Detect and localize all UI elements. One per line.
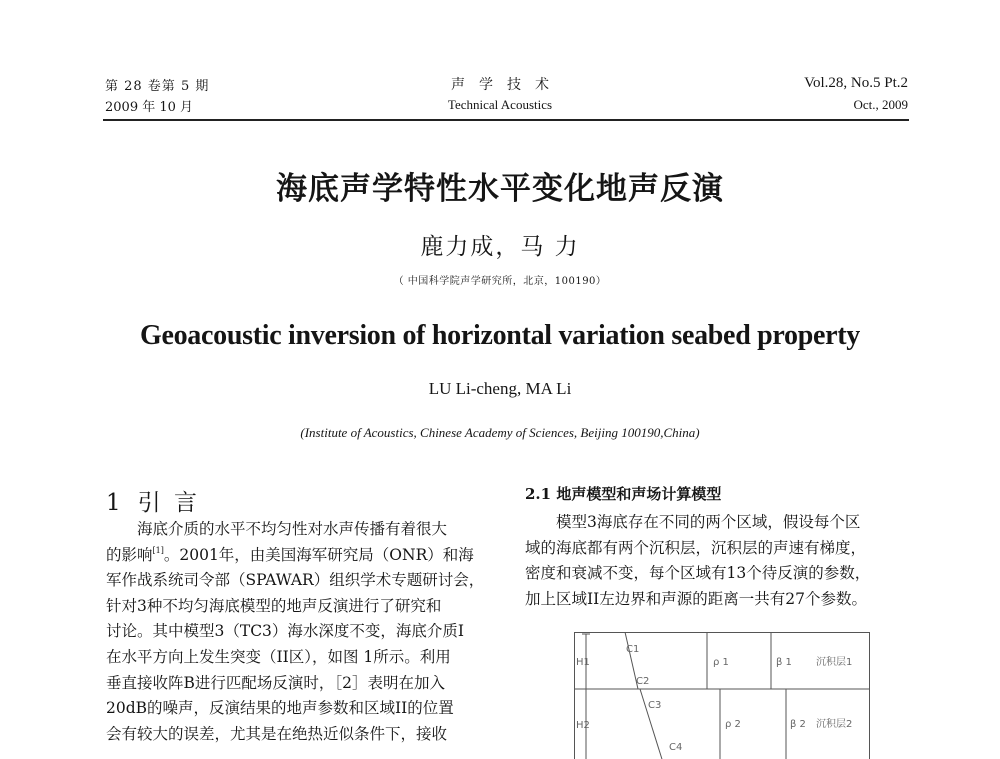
left-column-text (106, 517, 506, 747)
section-1-heading (106, 484, 200, 517)
label-h1: H1 (576, 657, 590, 668)
paragraph-line: 会有较大的误差，尤其是在绝热近似条件下，接收 (106, 724, 448, 743)
subsection-2-1-heading: 2.1 地声模型和声场计算模型 (525, 485, 722, 503)
journal-name-en: Technical Acoustics (447, 97, 553, 112)
header-rule (103, 119, 909, 121)
label-c4: C4 (669, 742, 683, 753)
model-outline (575, 633, 870, 759)
journal-name-cn: 声学技术 (451, 77, 563, 93)
label-beta2: β 2 (790, 719, 806, 730)
figure-seabed-model (574, 632, 870, 759)
authors-en: LU Li-cheng, MA Li (428, 379, 572, 398)
journal-volume-en: Vol.28, No.5 Pt.2 (804, 75, 908, 91)
label-c2: C2 (636, 676, 650, 687)
affiliation-cn: （ 中国科学院声学研究所，北京，100190） (393, 276, 607, 287)
label-h2: H2 (576, 720, 590, 731)
paragraph-line: 20dB的噪声，反演结果的地声参数和区域II的位置 (106, 699, 454, 718)
journal-date-cn: 2009 年 10 月 (105, 100, 194, 115)
label-rho1: ρ 1 (713, 657, 729, 668)
section-number: 1 (106, 490, 124, 516)
label-c1: C1 (626, 644, 640, 655)
affiliation-en: (Institute of Acoustics, Chinese Academy of Sciences, Beijing 100190,China) (300, 425, 700, 440)
paragraph-line: 域的海底都有两个沉积层，沉积层的声速有梯度， (525, 538, 867, 557)
citation-ref[interactable]: [1] (152, 545, 164, 555)
paragraph-line: 密度和衰减不变，每个区域有13个待反演的参数， (525, 564, 871, 583)
label-layer1: 沉积层1 (816, 657, 853, 668)
paragraph-line: 模型3海底存在不同的两个区域，假设每个区 (556, 513, 861, 531)
journal-date-en: Oct., 2009 (853, 97, 908, 112)
text-span: 的影响 (106, 545, 153, 564)
paper-title-en: Geoacoustic inversion of horizontal variation seabed property (139, 320, 861, 351)
paragraph-line: 讨论。其中模型3（TC3）海水深度不变，海底介质I (106, 622, 465, 641)
authors-cn: 鹿力成，马 力 (420, 234, 580, 260)
paragraph-line: 针对3种不均匀海底模型的地声反演进行了研究和 (106, 596, 442, 615)
label-beta1: β 1 (776, 657, 792, 668)
paragraph-line: 海底介质的水平不均匀性对水声传播有着很大 (137, 520, 448, 538)
right-column-text (525, 510, 915, 612)
label-c3: C3 (648, 700, 662, 711)
paragraph-line: 垂直接收阵B进行匹配场反演时，［2］表明在加入 (106, 673, 446, 692)
section-title: 引 言 (137, 490, 200, 516)
journal-volume-cn: 第 28 卷第 5 期 (105, 79, 210, 94)
paragraph-line (106, 543, 506, 569)
paragraph-line: 在水平方向上发生突变（II区），如图 1所示。利用 (106, 647, 451, 666)
label-layer2: 沉积层2 (816, 719, 853, 730)
paper-title-cn: 海底声学特性水平变化地声反演 (276, 171, 724, 207)
label-rho2: ρ 2 (725, 719, 741, 730)
paragraph-line: 军作战系统司令部（SPAWAR）组织学术专题研讨会， (106, 571, 485, 590)
paragraph-line: 加上区域II左边界和声源的距离一共有27个参数。 (525, 589, 867, 608)
text-span: 。2001年，由美国海军研究局（ONR）和海 (163, 545, 474, 564)
